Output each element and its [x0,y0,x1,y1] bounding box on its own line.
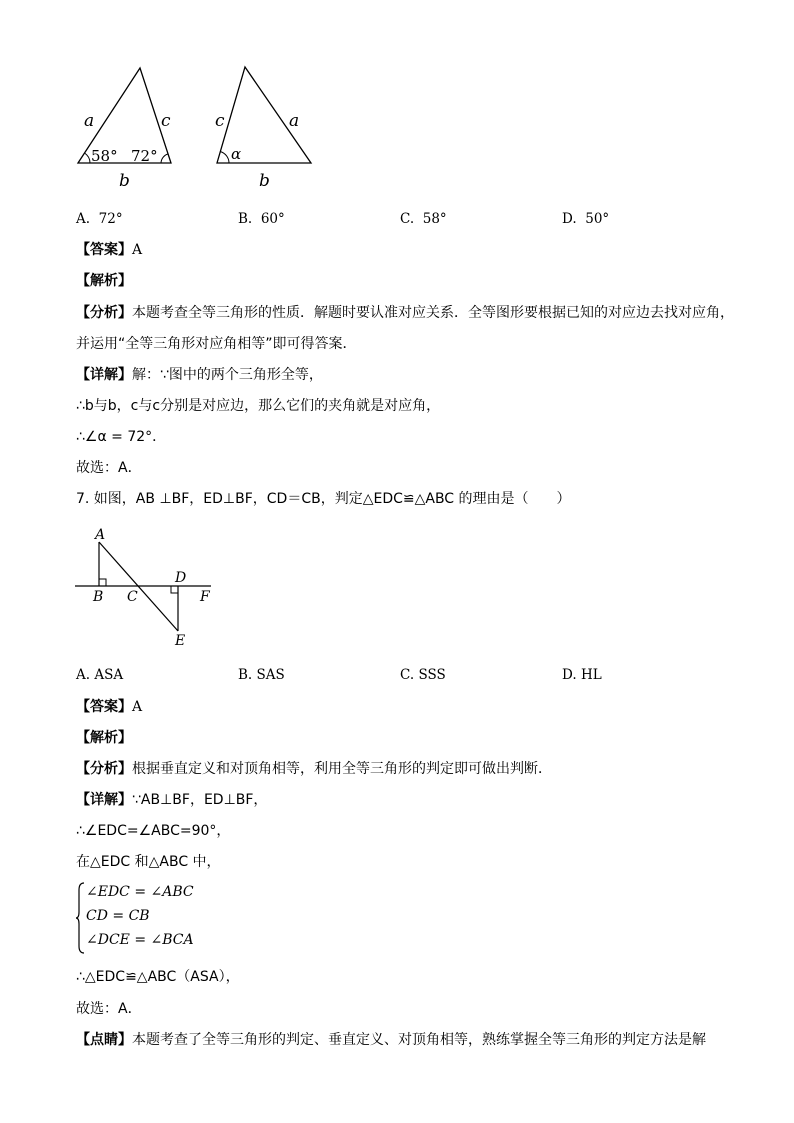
option-value: 50° [585,211,610,227]
option-letter: A. [76,667,91,683]
fenxi-text: 本题考查全等三角形的性质．解题时要认准对应关系．全等图形要根据已知的对应边去找对应角， [132,305,734,321]
q6-option-c[interactable] [400,211,447,227]
q6-xiangjie-line-2 [76,397,440,415]
option-letter: C. [400,667,415,683]
q7-xiangjie-line-1 [76,791,267,809]
answer-tag: 【答案】 [76,242,132,258]
angle-arc-72 [161,154,168,163]
xiangjie-text: ∴b与b，c与c分别是对应边，那么它们的夹角就是对应角， [76,398,441,414]
equation-line-1: ∠EDC = ∠ABC [86,884,194,900]
fenxi-tag: 【分析】 [76,761,132,777]
option-letter: B. [238,667,253,683]
right-angle-mark-d [171,586,178,593]
q7-conclusion-line [76,968,240,986]
xiangjie-text: 解：∵图中的两个三角形全等， [132,367,323,383]
fenxi-text: 根据垂直定义和对顶角相等，利用全等三角形的判定即可做出判断． [132,761,552,777]
q7-dianjing-line [76,1031,706,1049]
congruent-triangles-figure [60,55,340,200]
right-angle-mark-b [99,579,106,586]
option-value: ASA [94,667,124,683]
dianjing-text: 本题考查了全等三角形的判定、垂直定义、对顶角相等，熟练掌握全等三角形的判定方法是解 [132,1032,706,1048]
angle-label-72: 72° [131,147,158,165]
q7-option-d[interactable] [562,667,602,683]
option-value: SSS [418,667,446,683]
q7-xiangjie-line-3 [76,853,221,871]
side-label-a: a [84,111,95,131]
q7-option-b[interactable] [238,667,285,683]
side-label-b2: b [259,171,270,191]
q6-fenxi-line-1 [76,304,734,322]
xiangjie-tag: 【详解】 [76,792,132,808]
answer-value: A [132,242,143,258]
option-letter: B. [238,211,253,227]
equation-line-2: CD = CB [86,908,150,924]
perpendicular-lines-figure [70,522,220,652]
angle-label-alpha: α [231,145,242,163]
option-value: 58° [422,211,447,227]
side-label-c: c [161,111,171,131]
q7-xiangjie-line-2 [76,822,230,840]
q7-choice-line [76,1000,142,1018]
q7-option-a[interactable] [76,667,123,683]
answer-tag: 【答案】 [76,699,132,715]
option-value: SAS [256,667,285,683]
q6-answer-line [76,241,142,259]
option-letter: D. [562,211,577,227]
q6-option-b[interactable] [238,211,285,227]
option-letter: A. [76,211,91,227]
question-stem: 7. 如图，AB ⊥BF，ED⊥BF，CD＝CB，判定△EDC≌△ABC 的理由是（ ） [76,491,571,507]
side-label-c2: c [215,111,225,131]
q6-option-a[interactable] [76,211,123,227]
left-brace-icon [76,882,86,954]
point-label-c: C [127,589,138,605]
xiangjie-text: 故选：A． [76,460,142,476]
point-label-f: F [200,589,210,605]
xiangjie-text: ∴△EDC≌△ABC（ASA）， [76,969,240,985]
xiangjie-text: 故选：A． [76,1001,142,1017]
angle-label-58: 58° [91,147,118,165]
xiangjie-text: 在△EDC 和△ABC 中， [76,854,221,870]
option-letter: D. [562,667,577,683]
jiexi-tag: 【解析】 [76,273,132,289]
angle-arc-alpha [220,152,229,164]
q7-option-c[interactable] [400,667,446,683]
option-value: 60° [260,211,285,227]
option-value: 72° [98,211,123,227]
option-value: HL [580,667,602,683]
xiangjie-text: ∴∠EDC=∠ABC=90°， [76,823,231,839]
xiangjie-tag: 【详解】 [76,367,132,383]
q6-xiangjie-line-4 [76,459,142,477]
answer-value: A [132,699,143,715]
point-label-b: B [93,589,104,605]
fenxi-tag: 【分析】 [76,305,132,321]
q7-fenxi-line [76,760,552,778]
side-label-a2: a [289,111,300,131]
point-label-e: E [175,633,186,649]
q6-xiangjie-line-3 [76,428,166,446]
q6-option-d[interactable] [562,211,609,227]
xiangjie-text: ∴∠α = 72°． [76,429,167,445]
point-label-a: A [95,527,106,543]
q6-xiangjie-line-1 [76,366,323,384]
point-label-d: D [175,570,187,586]
q6-fenxi-line-2 [76,335,357,353]
equation-line-3: ∠DCE = ∠BCA [86,932,194,948]
jiexi-tag: 【解析】 [76,730,132,746]
q7-answer-line [76,698,142,716]
angle-arc-58 [85,153,91,163]
option-letter: C. [400,211,415,227]
side-label-b: b [119,171,130,191]
xiangjie-text: ∵AB⊥BF，ED⊥BF， [132,792,268,808]
q6-jiexi-line [76,272,132,290]
q7-jiexi-line [76,729,132,747]
dianjing-tag: 【点睛】 [76,1032,132,1048]
fenxi-text-cont: 并运用“全等三角形对应角相等”即可得答案． [76,336,357,352]
q7-stem [76,490,571,508]
